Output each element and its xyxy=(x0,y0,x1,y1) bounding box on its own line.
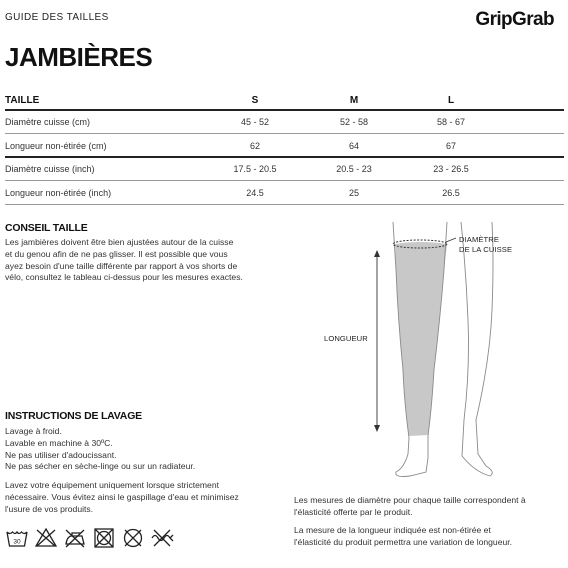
cell-m: 25 xyxy=(348,188,359,198)
guide-label: GUIDE DES TAILLES xyxy=(5,12,109,23)
column-header-size: TAILLE xyxy=(5,95,40,106)
brand-logo: GripGrab xyxy=(475,9,554,30)
diameter-note xyxy=(294,495,564,519)
washing-line: Lavage à froid. xyxy=(5,426,62,436)
leg-illustration xyxy=(300,210,564,500)
cell-s: 24.5 xyxy=(246,188,264,198)
size-advice-line: Les jambières doivent être bien ajustées autour de la cuisse xyxy=(5,237,234,247)
table-row xyxy=(5,157,564,181)
row-label: Longueur non-étirée (inch) xyxy=(5,188,112,198)
length-note-line: La mesure de la longueur indiquée est non-étirée et xyxy=(294,525,491,535)
washing-title: INSTRUCTIONS DE LAVAGE xyxy=(5,410,142,422)
wash-30-icon xyxy=(5,526,29,550)
size-advice-title: CONSEIL TAILLE xyxy=(5,222,88,234)
row-label: Diamètre cuisse (cm) xyxy=(5,117,91,127)
no-bleach-icon xyxy=(34,526,58,550)
thigh-label xyxy=(459,235,512,255)
size-advice-line: vélo, consultez le tableau ci-dessus pour les mesures exactes. xyxy=(5,272,243,283)
leg-diagram xyxy=(300,210,564,500)
no-iron-icon xyxy=(63,526,87,550)
size-advice-line: ayez besoin d'une taille différente par rapport à vos shorts de xyxy=(5,260,238,271)
length-label: LONGUEUR xyxy=(324,334,368,343)
length-note-line: l'élasticité du produit permettra une variation de longueur. xyxy=(294,536,513,547)
cell-l: 67 xyxy=(445,141,456,151)
no-wring-icon xyxy=(150,526,174,550)
table-divider xyxy=(5,204,564,205)
care-symbols xyxy=(5,526,205,552)
cell-m: 52 - 58 xyxy=(339,117,369,127)
no-tumble-dry-icon xyxy=(92,526,116,550)
cell-l: 23 - 26.5 xyxy=(433,164,469,174)
column-header-l: L xyxy=(447,95,455,106)
washing-line: Ne pas utiliser d'adoucissant. xyxy=(5,449,117,460)
diameter-note-line: Les mesures de diamètre pour chaque taille correspondent à xyxy=(294,495,526,505)
thigh-pointer xyxy=(446,238,456,242)
washing-text xyxy=(5,426,290,473)
page-title: JAMBIÈRES xyxy=(5,42,153,72)
washing-line: Lavable en machine à 30ºC. xyxy=(5,437,113,448)
no-dry-clean-icon xyxy=(121,526,145,550)
row-label: Longueur non-étirée (cm) xyxy=(5,141,107,151)
washing-extra-line: nécessaire. Vous évitez ainsi le gaspillage d'eau et minimisez xyxy=(5,491,239,502)
washing-extra-text xyxy=(5,480,290,515)
table-row xyxy=(5,181,564,205)
leg-sleeve xyxy=(395,242,447,436)
thigh-label-line: DE LA CUISSE xyxy=(459,245,513,254)
cell-l: 58 - 67 xyxy=(436,117,466,127)
column-header-s: S xyxy=(251,95,259,106)
wash-temperature: 30 xyxy=(13,538,21,546)
length-arrow xyxy=(374,250,380,432)
cell-s: 17.5 - 20.5 xyxy=(233,164,277,174)
row-label: Diamètre cuisse (inch) xyxy=(5,164,95,174)
column-header-m: M xyxy=(349,95,359,106)
table-row xyxy=(5,134,564,158)
washing-extra-line: Lavez votre équipement uniquement lorsque strictement xyxy=(5,480,220,490)
cell-m: 20.5 - 23 xyxy=(336,164,372,174)
cell-m: 64 xyxy=(348,141,359,151)
cell-l: 26.5 xyxy=(442,188,460,198)
length-note xyxy=(294,525,564,549)
washing-extra-line: l'usure de vos produits. xyxy=(5,503,94,514)
cell-s: 62 xyxy=(249,141,260,151)
size-advice-text xyxy=(5,237,290,284)
table-row xyxy=(5,110,564,134)
thigh-label-line: DIAMÈTRE xyxy=(459,235,500,244)
diameter-note-line: l'élasticité offerte par le produit. xyxy=(294,506,413,517)
washing-line: Ne pas sécher en sèche-linge ou sur un radiateur. xyxy=(5,461,196,472)
size-advice-line: et du genou afin de ne pas glisser. Il est possible que vous xyxy=(5,248,228,259)
cell-s: 45 - 52 xyxy=(240,117,270,127)
